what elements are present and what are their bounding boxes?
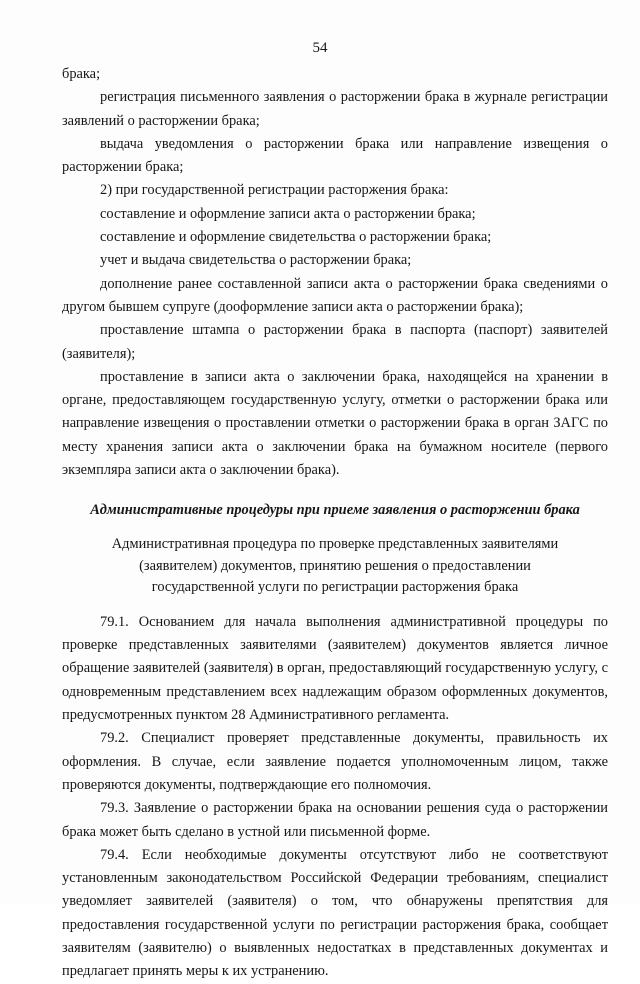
- paragraph: регистрация письменного заявления о расторжении брака в журнале регистрации заявлений о расторжении брака;: [62, 89, 608, 129]
- paragraph: составление и оформление записи акта о расторжении брака;: [100, 205, 476, 222]
- page-number: 54: [312, 40, 328, 56]
- section-heading: Административные процедуры при приеме заявления о расторжении брака: [90, 502, 580, 519]
- paragraph: составление и оформление свидетельства о расторжении брака;: [100, 229, 492, 246]
- paragraph: проставление в записи акта о заключении брака, находящейся на хранении в органе, предоставляющем государственную услугу, отметки о расторжении брака или направление извещения о проставлении отметки о расторжении брака в орган ЗАГС по месту хранения записи акта о заключении брака на бумажном носителе (первого экземпляра записи акта о заключении брака).: [62, 368, 608, 479]
- paragraph: брака;: [62, 66, 101, 82]
- document-body: [62, 63, 608, 984]
- paragraph: 2) при государственной регистрации расторжения брака:: [100, 182, 449, 199]
- paragraph-79-1: 79.1. Основанием для начала выполнения административной процедуры по проверке представленных заявителями (заявителем) документов является личное обращение заявителей (заявителя) в орган, предоставляющий государственную услугу, с одновременным представлением всех надлежащим образом оформленных документов, предусмотренных пунктом 28 Административного регламента.: [62, 613, 608, 724]
- paragraph: дополнение ранее составленной записи акта о расторжении брака сведениями о другом бывшем супруге (дооформление записи акта о расторжении брака);: [62, 275, 608, 315]
- sub-heading: Административная процедура по проверке представленных заявителями (заявителем) документов, принятию решения о предоставлении государственной услуги по регистрации расторжения брака: [111, 536, 559, 596]
- paragraph-79-3: 79.3. Заявление о расторжении брака на основании решения суда о расторжении брака может быть сделано в устной или письменной форме.: [62, 800, 608, 840]
- paragraph: учет и выдача свидетельства о расторжении брака;: [100, 252, 412, 269]
- paragraph-79-2: 79.2. Специалист проверяет представленные документы, правильность их оформления. В случае, если заявление подается уполномоченным лицом, также проверяются документы, подтверждающие его полномочия.: [62, 730, 608, 793]
- paragraph: выдача уведомления о расторжении брака или направление извещения о расторжении брака;: [62, 135, 608, 176]
- paragraph-79-4: 79.4. Если необходимые документы отсутствуют либо не соответствуют установленным законодательством Российской Федерации требованиям, специалист уведомляет заявителей (заявителя) о том, что обнаружены препятствия для предоставления государственной услуги по регистрации расторжения брака, сообщает заявителям (заявителю) о выявленных недостатках в представленных документах и предлагает принять меры к их устранению.: [62, 846, 608, 980]
- paragraph: проставление штампа о расторжении брака в паспорта (паспорт) заявителей (заявителя);: [62, 322, 608, 362]
